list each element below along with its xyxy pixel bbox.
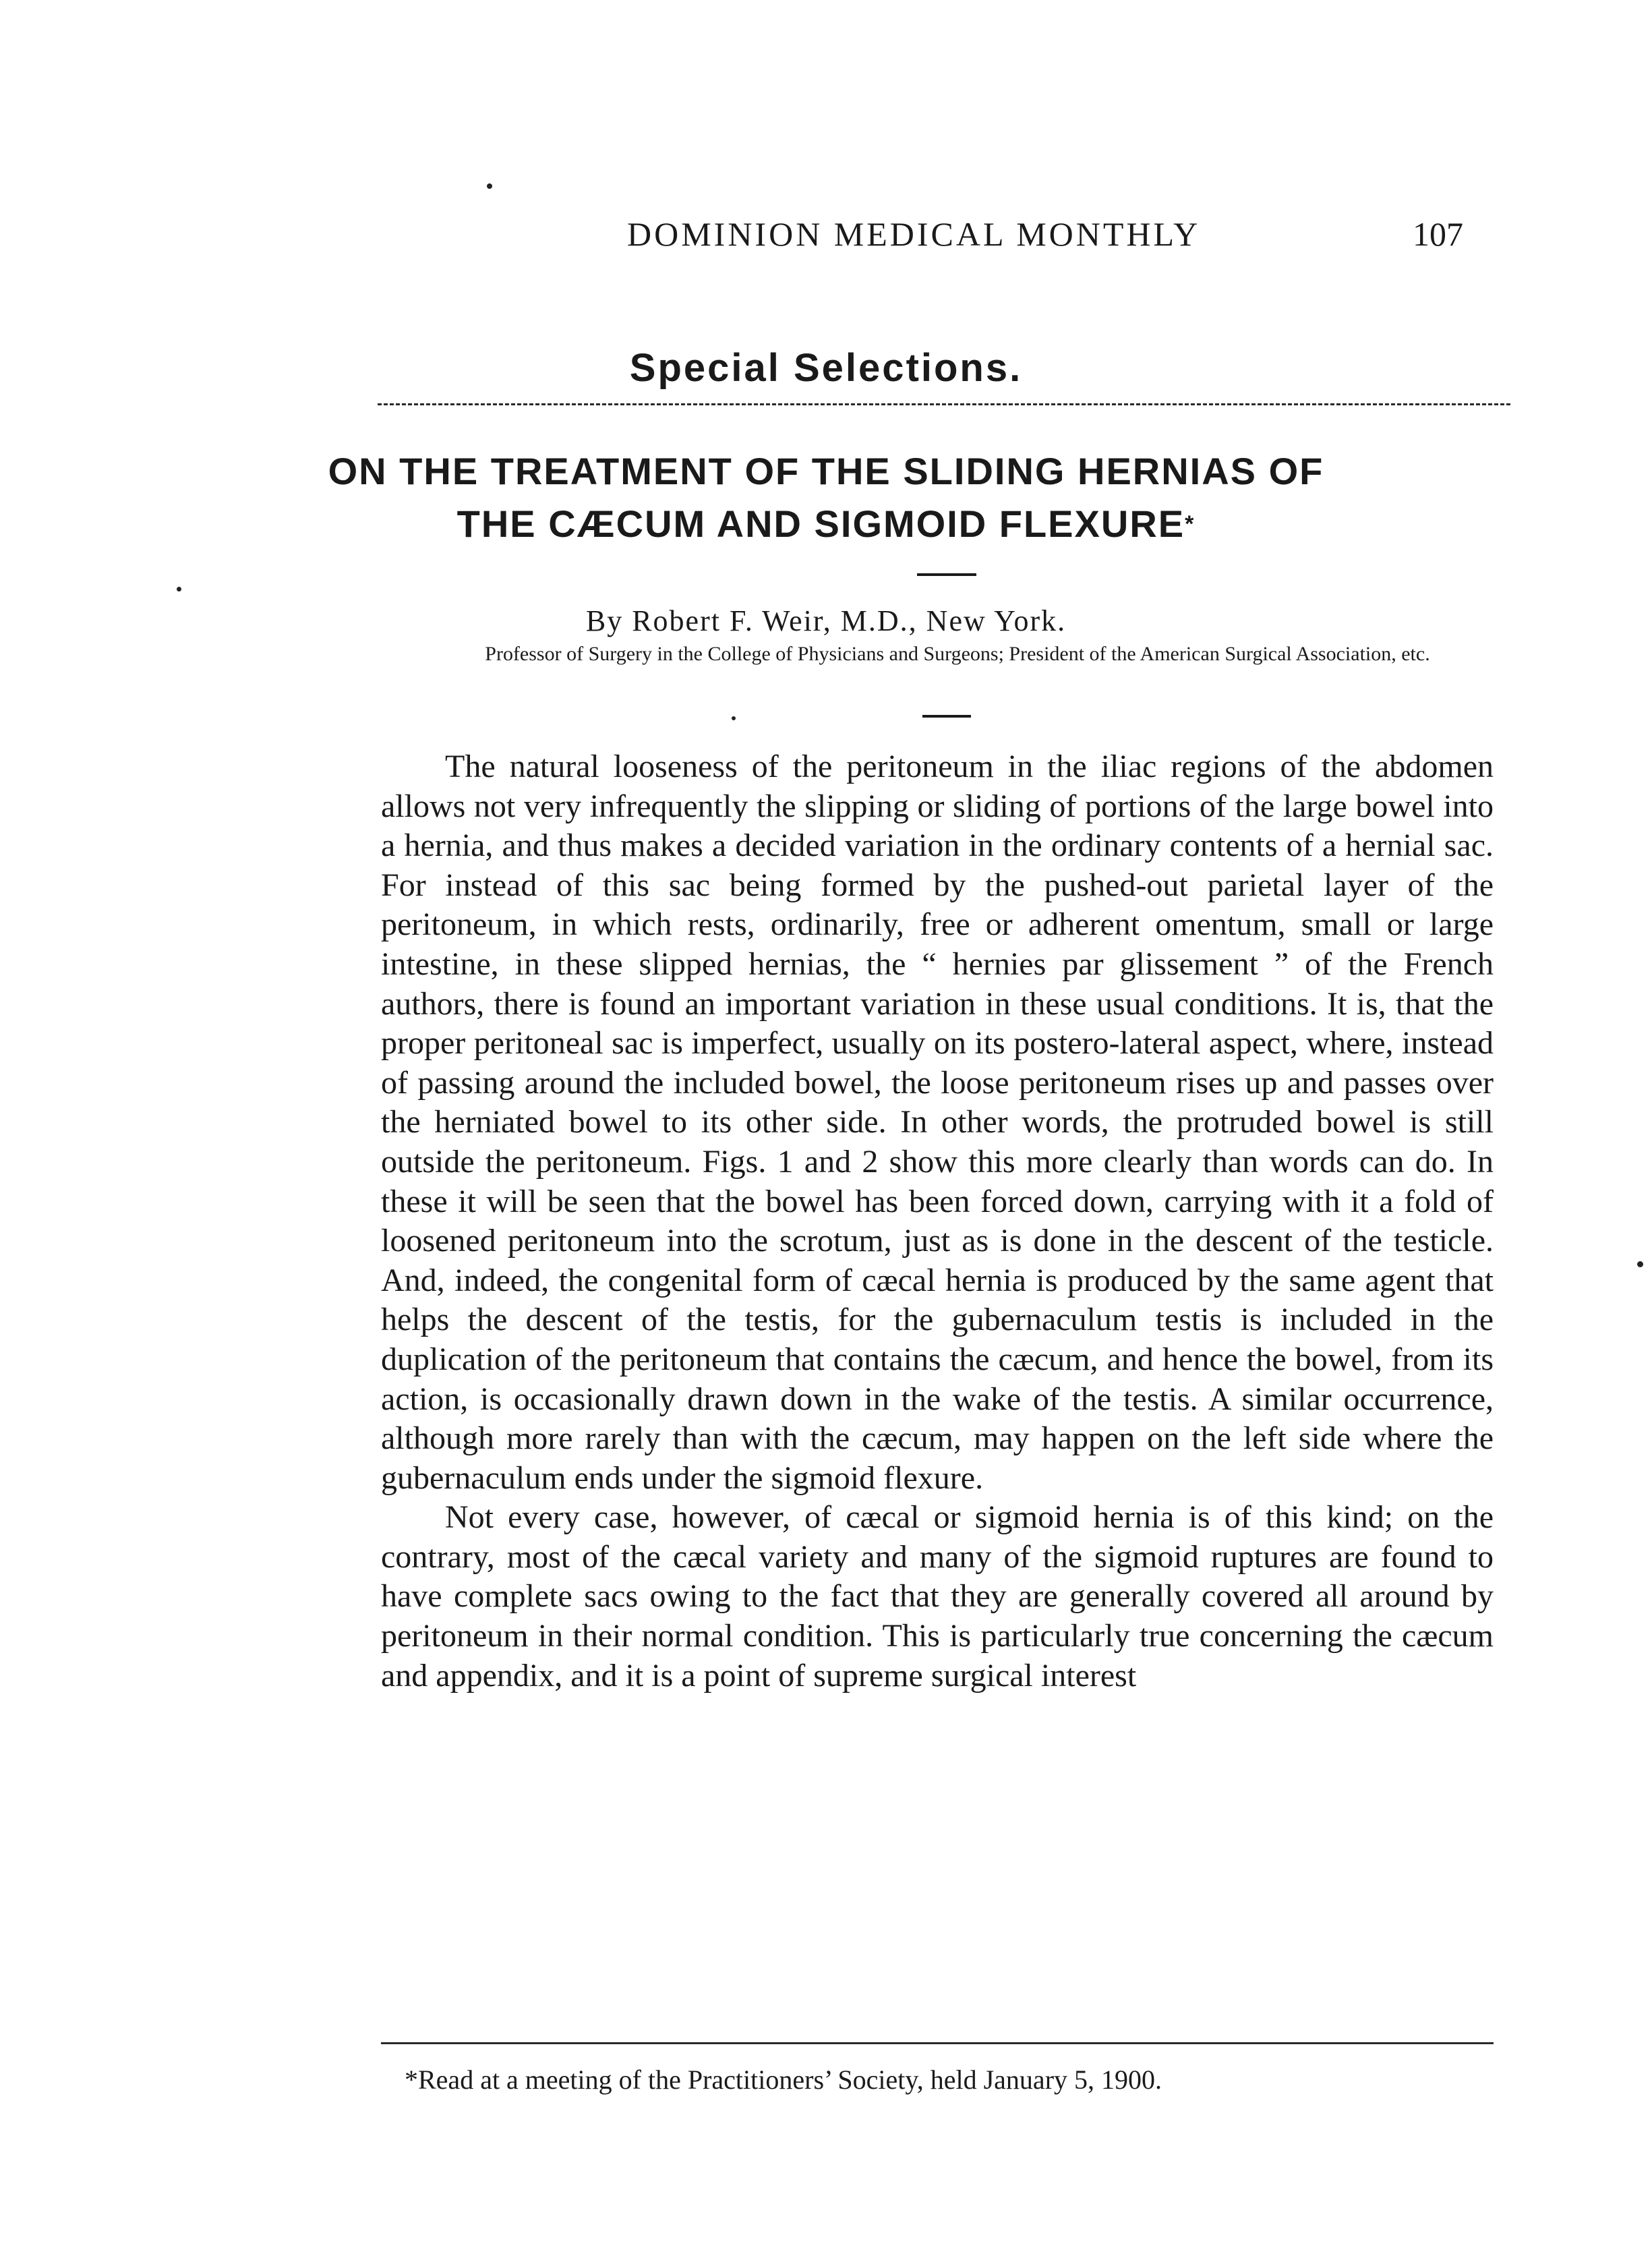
section-heading: Special Selections. <box>629 346 1023 390</box>
title-line-2-text: THE CÆCUM AND SIGMOID FLEXURE <box>456 502 1185 545</box>
byline: By Robert F. Weir, M.D., New York. <box>585 604 1067 637</box>
scan-speck <box>1637 1261 1643 1267</box>
byline-divider <box>922 715 971 718</box>
footnote-rule <box>381 2042 1494 2044</box>
journal-title: DOMINION MEDICAL MONTHLY <box>627 215 1201 253</box>
title-line-1: ON THE TREATMENT OF THE SLIDING HERNIAS OF <box>328 450 1324 492</box>
article-body <box>381 747 1494 1696</box>
running-head <box>0 214 1652 262</box>
title-line-2 <box>0 498 1652 550</box>
page-number: 107 <box>1413 215 1463 253</box>
author-affiliation: Professor of Surgery in the College of Physicians and Surgeons; President of the American Surgical Association, etc. <box>485 643 1430 665</box>
footnote: *Read at a meeting of the Practitioners’ Society, held January 5, 1900. <box>405 2064 1162 2095</box>
body-paragraph: The natural looseness of the peritoneum in the iliac regions of the abdomen allows not very infrequently the slipping or sliding of portions of the large bowel into a hernia, and thus makes a decided variation in the ordinary contents of a hernial sac. For instead of this sac being formed by the pushed-out parietal layer of the peritoneum, in which rests, ordinarily, free or adherent omentum, small or large intestine, in these slipped hernias, the “ hernies par glissement ” of the French authors, there is found an important variation in these usual conditions. It is, that the proper peritoneal sac is imperfect, usually on its postero-lateral aspect, where, instead of passing around the included bowel, the loose peritoneum rises up and passes over the herniated bowel to its other side. In other words, the protruded bowel is still outside the peritoneum. Figs. 1 and 2 show this more clearly than words can do. In these it will be seen that the bowel has been forced down, carrying with it a fold of loosened peritoneum into the scrotum, just as is done in the descent of the testicle. And, indeed, the congenital form of cæcal hernia is produced by the same agent that helps the descent of the testis, for the gubernaculum testis is included in the duplication of the peritoneum that contains the cæcum, and hence the bowel, from its action, is occasionally drawn down in the wake of the testis. A similar occurrence, although more rarely than with the cæcum, may happen on the left side where the gubernaculum ends under the sigmoid flexure. <box>381 749 1494 1496</box>
scan-speck <box>487 183 492 189</box>
scan-speck <box>177 587 181 591</box>
body-paragraph: Not every case, however, of cæcal or sigmoid hernia is of this kind; on the contrary, most of the cæcal variety and many of the sigmoid ruptures are found to have complete sacs owing to the fact that they are generally covered all around by peritoneum in their normal condition. This is particularly true concerning the cæcum and appendix, and it is a point of supreme surgical interest <box>381 1499 1494 1694</box>
title-footnote-mark: * <box>1185 511 1196 537</box>
article-title <box>0 445 1652 550</box>
title-divider <box>917 573 976 576</box>
scan-speck <box>732 716 736 720</box>
heading-rule <box>378 403 1510 405</box>
